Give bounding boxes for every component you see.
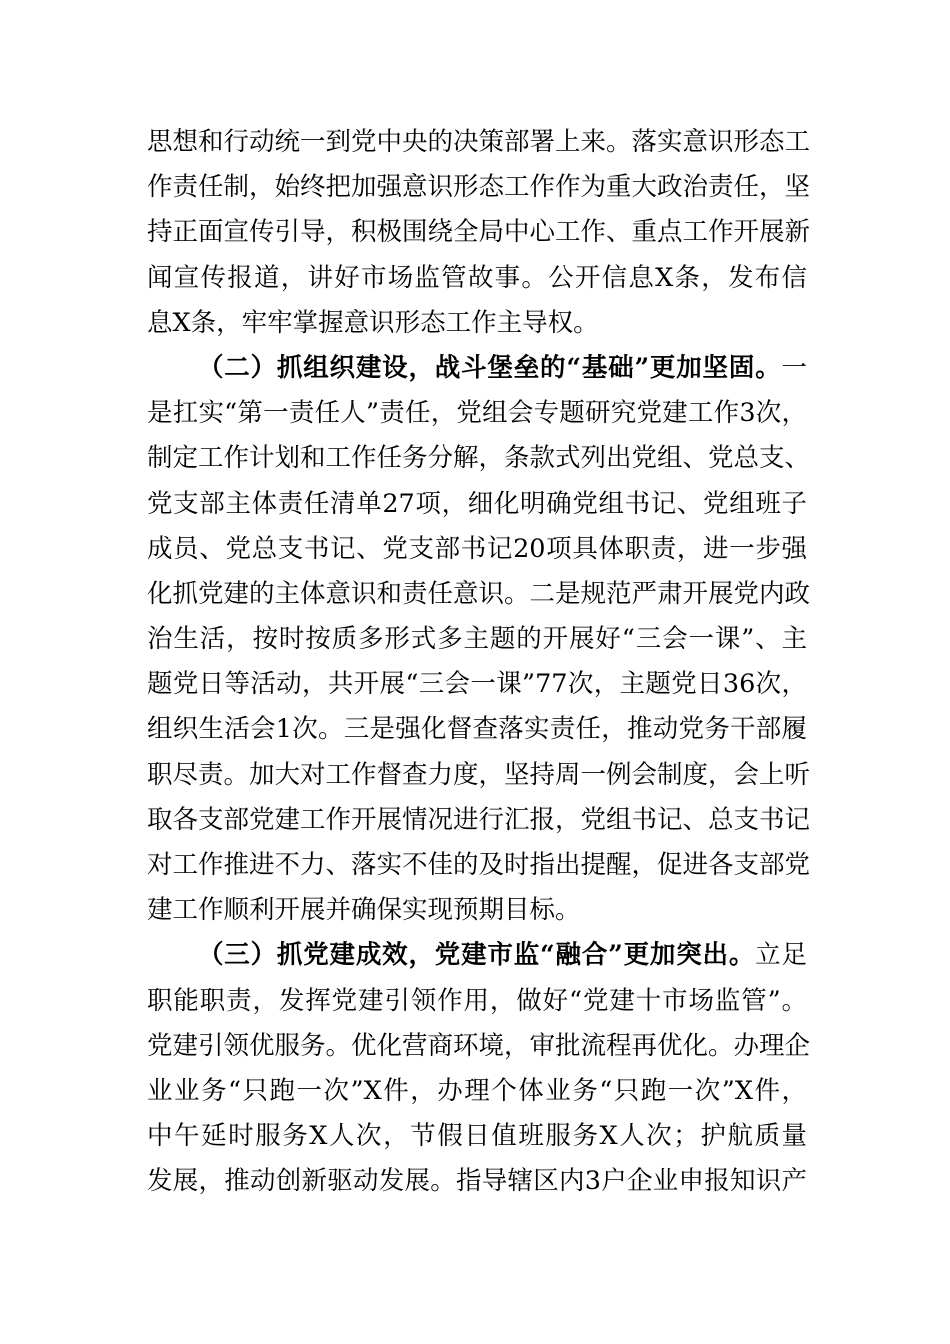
section-first-line — [147, 933, 807, 978]
section-heading-rest: 立足 — [755, 940, 807, 971]
paragraph-ideology — [147, 120, 811, 346]
paragraph-organization — [147, 346, 811, 933]
text-line: 党建引领优服务。优化营商环境，审批流程再优化。办理企 — [147, 1030, 811, 1061]
text-line: 组织生活会1次。三是强化督查落实责任，推动党务干部履 — [147, 714, 807, 745]
text-line: 化抓党建的主体意识和责任意识。二是规范严肃开展党内政 — [147, 578, 811, 609]
paragraph-integration — [147, 933, 811, 1204]
text-line: 题党日等活动，共开展“三会一课”77次，主题党日36次， — [147, 669, 807, 700]
section-heading: （三）抓党建成效，党建市监“融合”更加突出。 — [198, 940, 756, 971]
text-line: 制定工作计划和工作任务分解，条款式列出党组、党总支、 — [147, 443, 811, 474]
text-line: 职能职责，发挥党建引领作用，做好“党建十市场监管”。 — [147, 985, 807, 1016]
text-line: 党支部主体责任清单27项，细化明确党组书记、党组班子 — [147, 488, 807, 519]
text-line: 业业务“只跑一次”X件，办理个体业务“只跑一次”X件， — [147, 1075, 807, 1106]
text-line: 取各支部党建工作开展情况进行汇报，党组书记、总支书记 — [147, 804, 811, 835]
text-line: 是扛实“第一责任人”责任，党组会专题研究党建工作3次， — [147, 398, 807, 429]
section-first-line — [147, 346, 807, 391]
text-line: 建工作顺利开展并确保实现预期目标。 — [147, 895, 581, 926]
text-line: 职尽责。加大对工作督查力度，坚持周一例会制度，会上听 — [147, 759, 811, 790]
section-heading: （二）抓组织建设，战斗堡垒的“基础”更加坚固。 — [198, 352, 782, 383]
text-line: 持正面宣传引导，积极围绕全局中心工作、重点工作开展新 — [147, 217, 811, 248]
text-line: 作责任制，始终把加强意识形态工作作为重大政治责任，坚 — [147, 172, 811, 203]
text-line: 闻宣传报道，讲好市场监管故事。公开信息X条，发布信 — [147, 262, 807, 293]
text-line: 对工作推进不力、落实不佳的及时指出提醒，促进各支部党 — [147, 850, 811, 880]
text-line: 中午延时服务X人次，节假日值班服务X人次；护航质量 — [147, 1121, 807, 1152]
text-line: 成员、党总支书记、党支部书记20项具体职责，进一步强 — [147, 533, 807, 564]
text-line: 息X条，牢牢掌握意识形态工作主导权。 — [147, 307, 599, 338]
text-line: 治生活，按时按质多形式多主题的开展好“三会一课”、主 — [147, 624, 807, 655]
document-body — [147, 120, 811, 1205]
text-line: 思想和行动统一到党中央的决策部署上来。落实意识形态工 — [147, 127, 811, 157]
text-line: 发展，推动创新驱动发展。指导辖区内3户企业申报知识产 — [147, 1166, 807, 1197]
section-heading-rest: 一 — [781, 352, 807, 383]
